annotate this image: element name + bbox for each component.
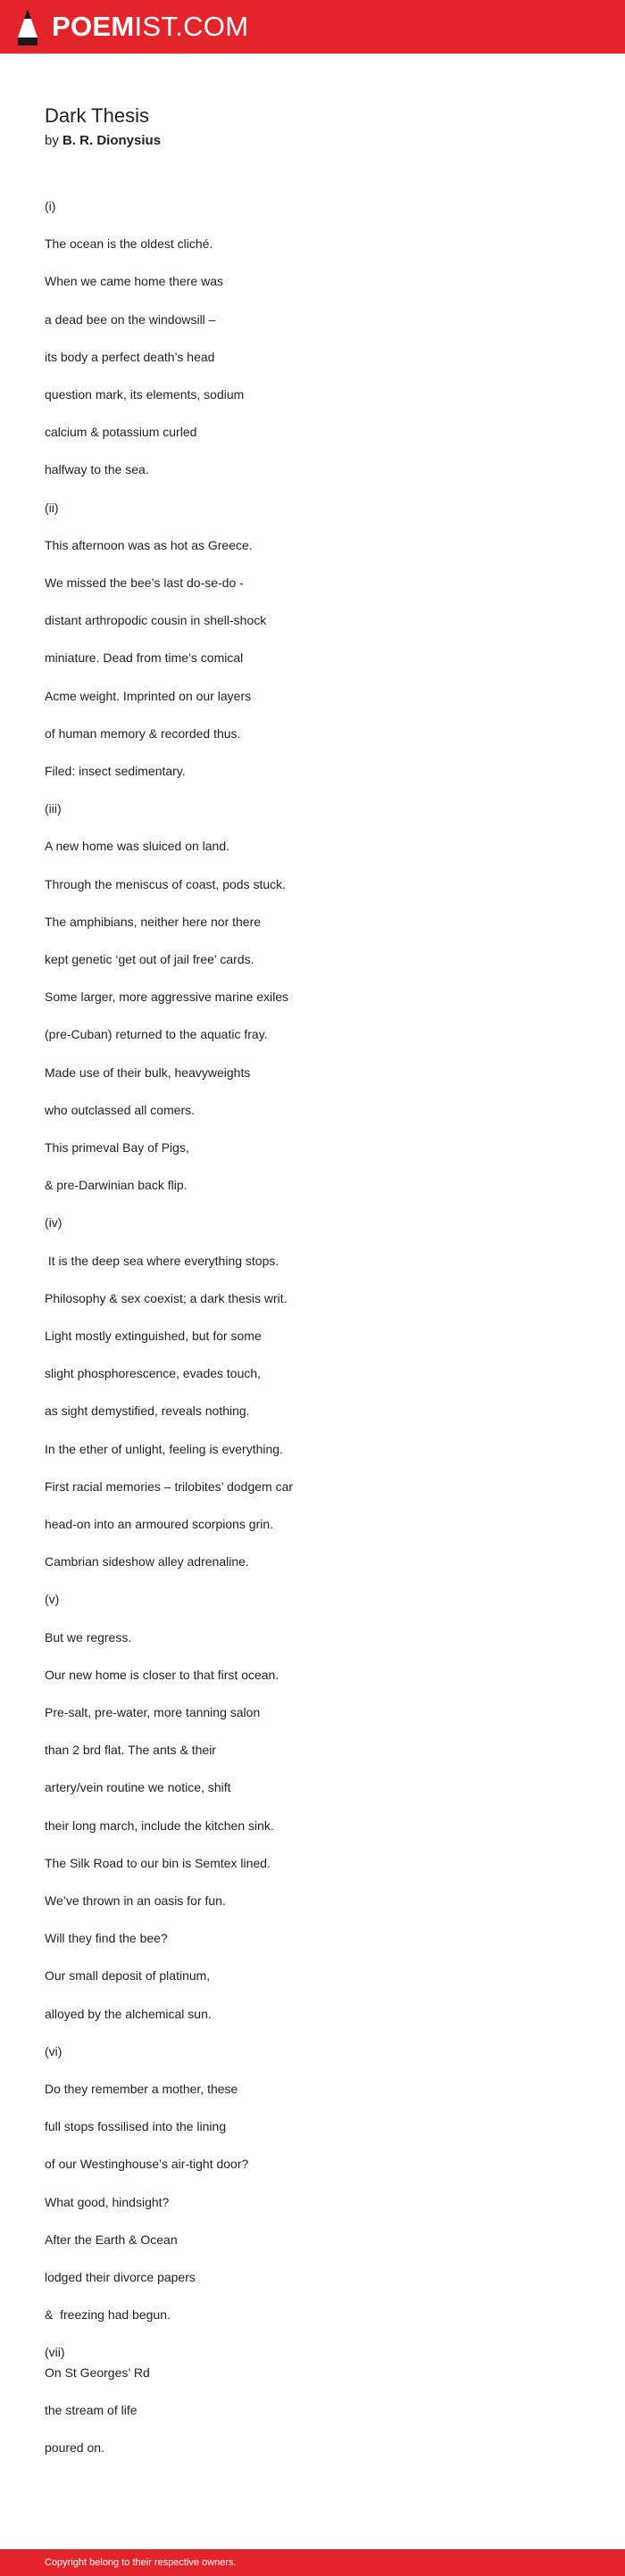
site-header [0, 0, 625, 54]
poem-line: In the ether of unlight, feeling is everything. [45, 1442, 283, 1456]
poem-line: This afternoon was as hot as Greece. [45, 538, 253, 552]
poem-line: head-on into an armoured scorpions grin. [45, 1517, 274, 1531]
poem-line: (vii) [45, 2345, 65, 2359]
poem-line: (pre-Cuban) returned to the aquatic fray. [45, 1027, 268, 1041]
poem-line: & freezing had begun. [45, 2307, 171, 2322]
poem-line: (iii) [45, 801, 62, 816]
poem-line: & pre-Darwinian back flip. [45, 1178, 188, 1192]
poem-line: Through the meniscus of coast, pods stuck. [45, 877, 287, 891]
poem-line: (vi) [45, 2044, 62, 2058]
poem-line: (iv) [45, 1215, 62, 1230]
poem-line: kept genetic ‘get out of jail free’ cards. [45, 952, 254, 966]
poem-line: Our new home is closer to that first ocean. [45, 1668, 279, 1682]
poem-line: When we came home there was [45, 274, 223, 288]
logo-light-text: IST.COM [134, 11, 249, 42]
poem-line: Light mostly extinguished, but for some [45, 1329, 262, 1343]
poem-line: We’ve thrown in an oasis for fun. [45, 1893, 226, 1908]
poem-line: The amphibians, neither here nor there [45, 915, 262, 929]
site-footer [0, 2549, 625, 2576]
poem-line: After the Earth & Ocean [45, 2232, 178, 2247]
poem-line: of human memory & recorded thus. [45, 726, 241, 741]
poem-line: Acme weight. Imprinted on our layers [45, 689, 252, 703]
poem-line: It is the deep sea where everything stops. [45, 1254, 279, 1268]
author-name[interactable]: B. R. Dionysius [62, 133, 162, 148]
poem-line: of our Westinghouse’s air-tight door? [45, 2157, 249, 2171]
poem-line: artery/vein routine we notice, shift [45, 1780, 231, 1794]
poem-line: slight phosphorescence, evades touch, [45, 1366, 262, 1380]
poem-line: Filed: insect sedimentary. [45, 764, 186, 778]
poem-line: Some larger, more aggressive marine exiles [45, 990, 289, 1004]
poem-line: question mark, its elements, sodium [45, 387, 245, 402]
poem-line: This primeval Bay of Pigs, [45, 1140, 189, 1155]
copyright-text: Copyright belong to their respective owners. [45, 2557, 237, 2568]
poem-line: We missed the bee’s last do-se-do - [45, 576, 244, 590]
poem-line: (v) [45, 1592, 60, 1606]
poem-line: a dead bee on the windowsill – [45, 312, 216, 327]
poem-line: The ocean is the oldest cliché. [45, 236, 213, 251]
poem-line: But we regress. [45, 1630, 132, 1644]
poem-byline [45, 132, 161, 150]
poem-line: Will they find the bee? [45, 1931, 168, 1945]
poem-line: lodged their divorce papers [45, 2270, 196, 2284]
poem-line: the stream of life [45, 2403, 138, 2417]
poem-line: as sight demystified, reveals nothing. [45, 1404, 250, 1418]
poem-line: alloyed by the alchemical sun. [45, 2007, 212, 2021]
poem-title: Dark Thesis [45, 104, 149, 127]
poem-line: than 2 brd flat. The ants & their [45, 1743, 216, 1757]
poem-line: (ii) [45, 501, 59, 515]
poem-line: their long march, include the kitchen sink. [45, 1818, 274, 1833]
poem-line: distant arthropodic cousin in shell-shock [45, 613, 267, 627]
poem-line: Do they remember a mother, these [45, 2082, 238, 2096]
poem-line: its body a perfect death’s head [45, 350, 215, 364]
poem-line: Our small deposit of platinum, [45, 1968, 211, 1983]
poem-line: calcium & potassium curled [45, 425, 197, 439]
poem-line: The Silk Road to our bin is Semtex lined. [45, 1856, 271, 1870]
pencil-icon[interactable] [16, 7, 39, 46]
poem-line: poured on. [45, 2440, 104, 2455]
by-label: by [45, 133, 59, 148]
poem-line: On St Georges’ Rd [45, 2365, 150, 2380]
poem-line: Made use of their bulk, heavyweights [45, 1065, 251, 1080]
site-logo[interactable] [52, 12, 248, 42]
poem-line: halfway to the sea. [45, 462, 149, 476]
poem-line: First racial memories – trilobites’ dodgem car [45, 1479, 294, 1494]
poem-line: who outclassed all comers. [45, 1103, 196, 1117]
poem-line: Cambrian sideshow alley adrenaline. [45, 1554, 249, 1569]
poem-line: miniature. Dead from time’s comical [45, 650, 244, 665]
poem-line: What good, hindsight? [45, 2195, 170, 2209]
poem-line: Pre-salt, pre-water, more tanning salon [45, 1705, 261, 1719]
logo-bold-text: POEM [52, 11, 135, 42]
poem-line: A new home was sluiced on land. [45, 839, 230, 853]
poem-line: (i) [45, 199, 56, 213]
poem-line: Philosophy & sex coexist; a dark thesis writ. [45, 1291, 288, 1305]
poem-line: full stops fossilised into the lining [45, 2119, 227, 2133]
